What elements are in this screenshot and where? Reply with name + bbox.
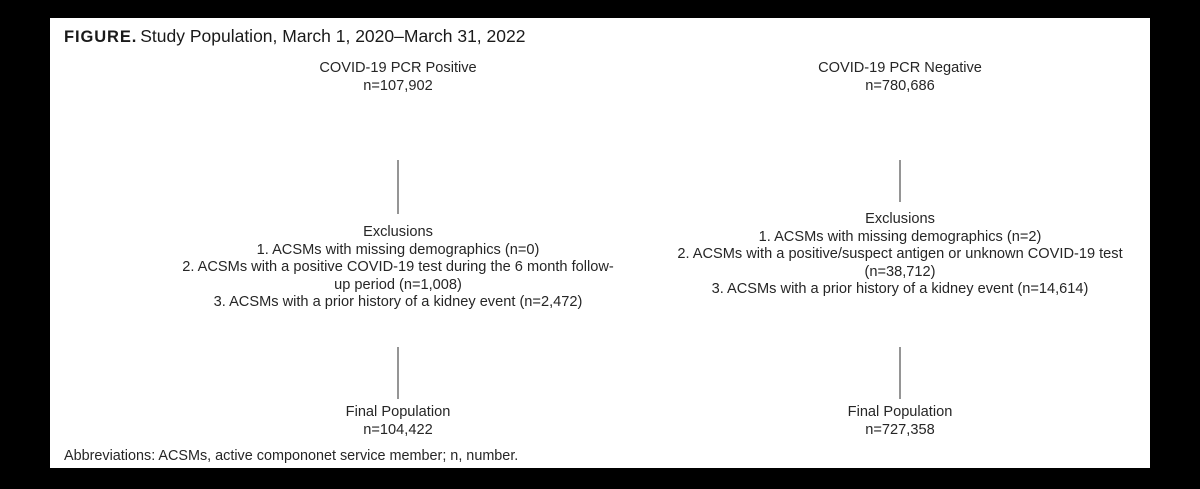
connector-line-top-pcr-positive — [398, 160, 399, 214]
header-count-pcr-positive: n=107,902 — [363, 77, 433, 94]
figure-label: FIGURE. — [64, 28, 138, 46]
figure-panel — [50, 18, 1150, 468]
figure-caption: Study Population, March 1, 2020–March 31, 2022 — [140, 26, 526, 46]
connector-line-top-pcr-negative — [900, 160, 901, 202]
exclusions-heading-pcr-negative: Exclusions — [865, 211, 935, 227]
exclusion-item-1-pcr-negative: 1. ACSMs with missing demographics (n=2) — [758, 228, 1042, 245]
exclusions-heading-pcr-positive: Exclusions — [363, 224, 433, 240]
node-final-population-pcr-negative — [640, 404, 1150, 439]
node-header-pcr-positive — [138, 60, 658, 95]
node-exclusions-pcr-positive — [138, 224, 658, 312]
exclusion-item-3-pcr-negative: 3. ACSMs with a prior history of a kidney event (n=14,614) — [711, 281, 1089, 297]
flow-column-pcr-negative — [640, 18, 1150, 468]
exclusion-item-1-pcr-positive: 1. ACSMs with missing demographics (n=0) — [256, 241, 540, 258]
final-count-pcr-negative: n=727,358 — [865, 421, 935, 438]
final-title-pcr-positive: Final Population — [345, 404, 451, 420]
flow-column-pcr-positive — [138, 18, 658, 468]
exclusion-item-3-pcr-positive: 3. ACSMs with a prior history of a kidney event (n=2,472) — [213, 294, 583, 310]
exclusion-item-2-pcr-negative: 2. ACSMs with a positive/suspect antigen or unknown COVID-19 test (n=38,712) — [677, 246, 1123, 280]
exclusion-item-2-pcr-positive: 2. ACSMs with a positive COVID-19 test during the 6 month follow-up period (n=1,008) — [182, 259, 614, 293]
node-header-pcr-negative — [640, 60, 1150, 95]
final-title-pcr-negative: Final Population — [847, 404, 953, 420]
node-final-population-pcr-positive — [138, 404, 658, 439]
connector-line-bottom-pcr-negative — [900, 347, 901, 399]
connector-line-bottom-pcr-positive — [398, 347, 399, 399]
node-exclusions-pcr-negative — [640, 211, 1150, 299]
header-title-pcr-negative: COVID-19 PCR Negative — [818, 60, 982, 76]
header-title-pcr-positive: COVID-19 PCR Positive — [319, 60, 477, 76]
abbreviations-footnote: Abbreviations: ACSMs, active compononet service member; n, number. — [64, 448, 519, 464]
final-count-pcr-positive: n=104,422 — [363, 421, 433, 438]
header-count-pcr-negative: n=780,686 — [865, 77, 935, 94]
